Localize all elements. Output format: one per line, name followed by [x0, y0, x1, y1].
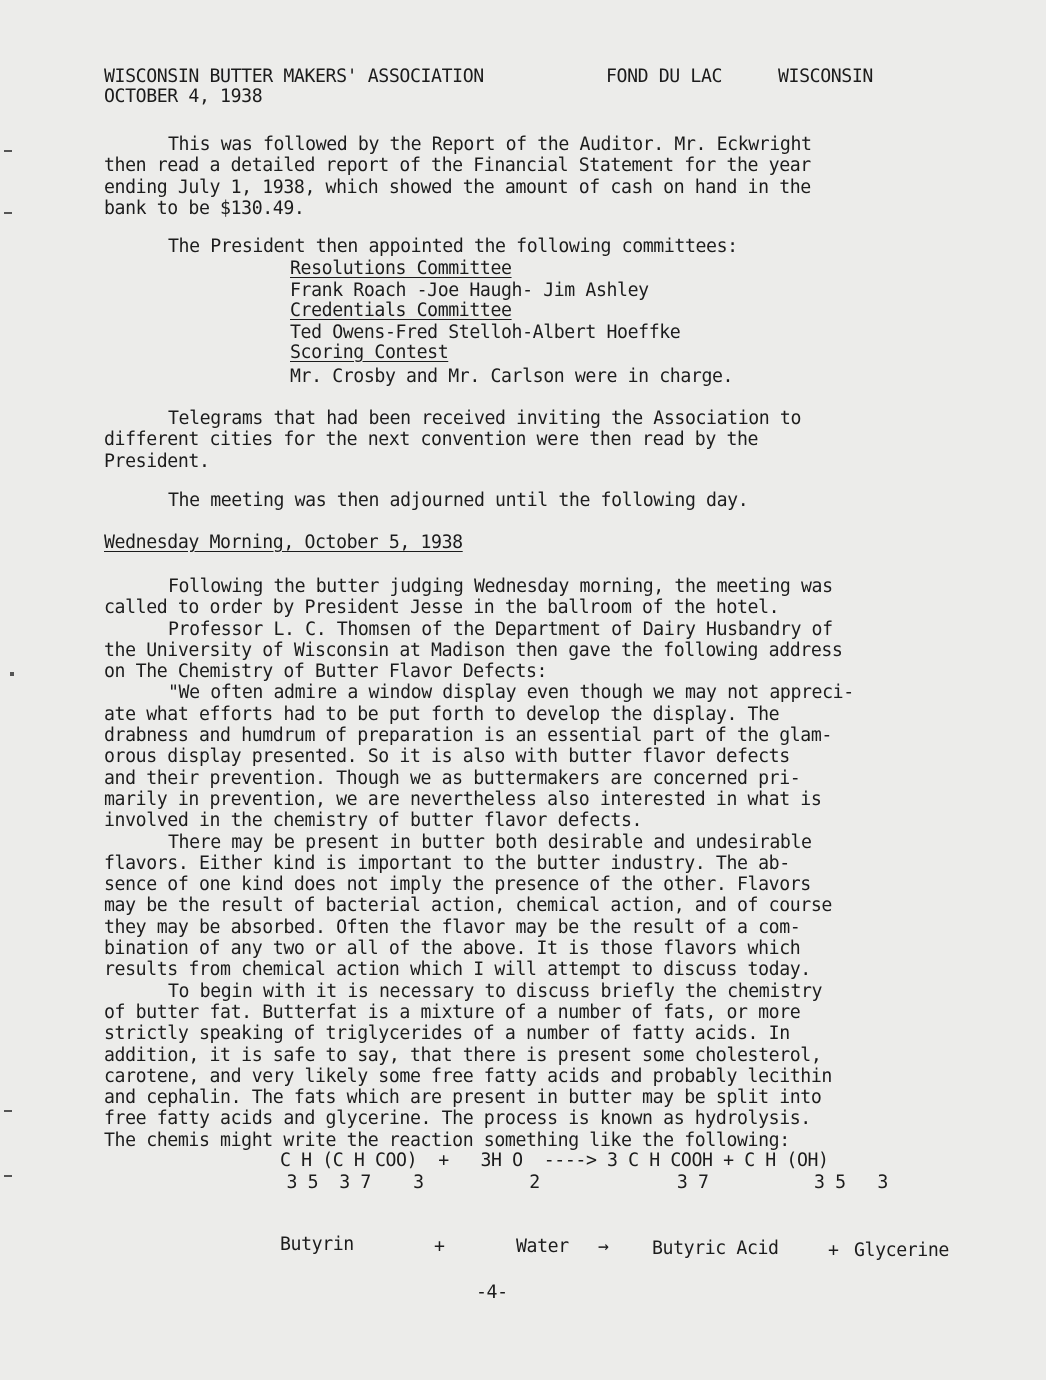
text-line: free fatty acids and glycerine. The process is known as hydrolysis.: [104, 1108, 811, 1130]
text-line: different cities for the next convention were then read by the: [104, 429, 759, 451]
text-line: ending July 1, 1938, which showed the amount of cash on hand in the: [104, 176, 811, 198]
text-line: on The Chemistry of Butter Flavor Defects:: [104, 661, 548, 683]
wednesday-heading: Wednesday Morning, October 5, 1938: [104, 532, 463, 553]
word-equation-glycerine: Glycerine: [854, 1240, 949, 1261]
text-line: results from chemical action which I will attempt to discuss today.: [104, 959, 811, 981]
text-line: and cephalin. The fats which are present in butter may be split into: [104, 1087, 822, 1109]
text-line: addition, it is safe to say, that there is present some cholesterol,: [104, 1044, 822, 1066]
text-line: Following the butter judging Wednesday morning, the meeting was: [168, 576, 833, 597]
text-line: carotene, and very likely some free fatty acids and probably lecithin: [104, 1065, 832, 1087]
scoring-contest-members: Mr. Crosby and Mr. Carlson were in charge.: [290, 366, 734, 387]
equation-subscripts: 3 5 3 7 3 2 3 7 3 5 3: [276, 1172, 888, 1193]
text-line: may be the result of bacterial action, chemical action, and of course: [104, 895, 832, 917]
margin-mark: [4, 150, 12, 152]
text-line: President.: [104, 450, 210, 472]
arrow-icon: →: [598, 1236, 609, 1257]
text-line: involved in the chemistry of butter flavor defects.: [104, 810, 643, 832]
text-line: of butter fat. Butterfat is a mixture of a number of fats, or more: [104, 1001, 801, 1023]
word-equation-butyric-acid: Butyric Acid: [652, 1238, 779, 1259]
credentials-committee-members: Ted Owens-Fred Stelloh-Albert Hoeffke: [290, 322, 681, 343]
word-equation-butyrin: Butyrin: [280, 1234, 354, 1255]
text-line: and their prevention. Though we as buttermakers are concerned pri-: [104, 767, 801, 789]
margin-mark: [4, 212, 12, 214]
telegrams-paragraph: [104, 408, 984, 472]
adjourned-text: The meeting was then adjourned until the following day.: [168, 490, 749, 511]
margin-mark: [4, 1110, 12, 1112]
header-state: WISCONSIN: [778, 66, 873, 87]
equation-line-1: C H (C H COO) + 3H O ----> 3 C H COOH + C H (OH): [280, 1150, 829, 1171]
text-line: There may be present in butter both desirable and undesirable: [168, 831, 812, 853]
text-line: marily in prevention, we are nevertheless also interested in what is: [104, 788, 822, 810]
address-body: [104, 576, 984, 1151]
text-line: the University of Wisconsin at Madison then gave the following address: [104, 639, 843, 661]
credentials-committee-title: Credentials Committee: [290, 300, 512, 321]
text-line: flavors. Either kind is important to the butter industry. The ab-: [104, 852, 790, 874]
text-line: ate what efforts had to be put forth to develop the display. The: [104, 703, 780, 725]
committees-intro: The President then appointed the following committees:: [168, 236, 738, 257]
text-line: orous display presented. So it is also with butter flavor defects: [104, 746, 790, 768]
text-line: called to order by President Jesse in the ballroom of the hotel.: [104, 597, 780, 619]
text-line: they may be absorbed. Often the flavor may be the result of a com-: [104, 916, 801, 938]
header-date: OCTOBER 4, 1938: [104, 86, 263, 107]
text-line: "We often admire a window display even though we may not appreci-: [168, 682, 854, 704]
text-line: bination of any two or all of the above. It is those flavors which: [104, 938, 801, 960]
text-line: drabness and humdrum of preparation is an essential part of the glam-: [104, 725, 832, 747]
text-line: Professor L. C. Thomsen of the Department of Dairy Husbandry of: [168, 618, 833, 640]
word-equation-water: Water: [516, 1236, 569, 1257]
page-number: -4-: [476, 1282, 508, 1303]
text-line: bank to be $130.49.: [104, 197, 305, 219]
word-equation-plus: +: [434, 1236, 445, 1257]
header-association: WISCONSIN BUTTER MAKERS' ASSOCIATION: [104, 66, 484, 87]
resolutions-committee-members: Frank Roach -Joe Haugh- Jim Ashley: [290, 280, 649, 301]
word-equation-plus: +: [828, 1240, 839, 1261]
text-line: This was followed by the Report of the Auditor. Mr. Eckwright: [168, 134, 812, 155]
text-line: strictly speaking of triglycerides of a number of fatty acids. In: [104, 1023, 790, 1045]
auditor-paragraph: [104, 134, 984, 219]
scoring-contest-title: Scoring Contest: [290, 342, 449, 363]
text-line: then read a detailed report of the Financial Statement for the year: [104, 155, 811, 177]
margin-mark: [4, 1175, 12, 1177]
margin-mark: [10, 672, 14, 676]
header-city: FOND DU LAC: [606, 66, 723, 87]
text-line: sence of one kind does not imply the presence of the other. Flavors: [104, 874, 811, 896]
text-line: To begin with it is necessary to discuss briefly the chemistry: [168, 980, 823, 1002]
resolutions-committee-title: Resolutions Committee: [290, 258, 512, 279]
text-line: The chemis might write the reaction something like the following:: [104, 1129, 790, 1151]
text-line: Telegrams that had been received inviting the Association to: [168, 408, 801, 429]
